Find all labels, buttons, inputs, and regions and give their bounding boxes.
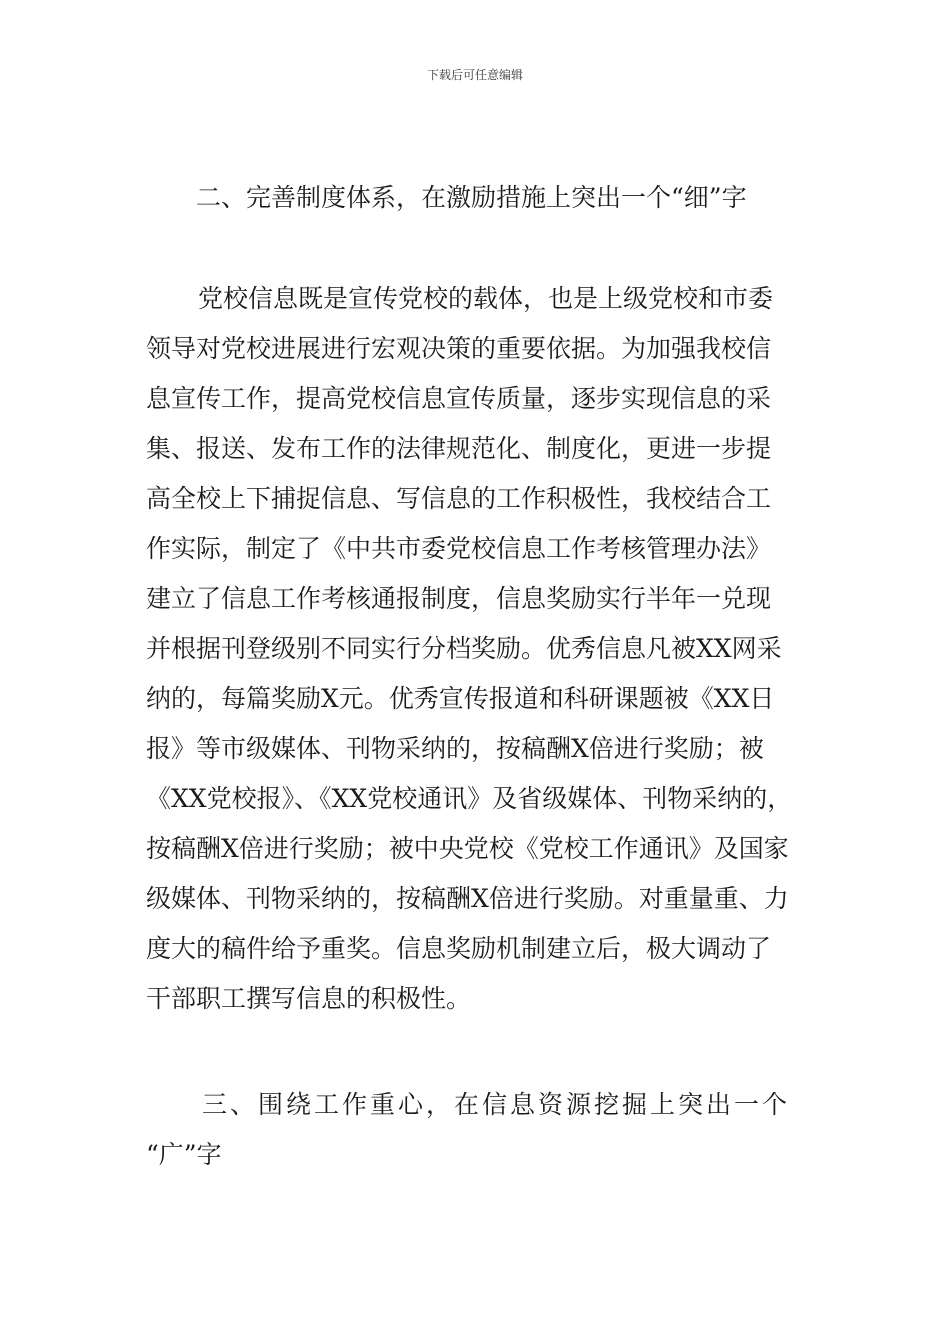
section-3-heading-line2: “广”字: [146, 1140, 222, 1169]
section-3-heading: [146, 1080, 806, 1180]
paragraph-line: 息宣传工作，提高党校信息宣传质量，逐步实现信息的采: [146, 384, 772, 413]
section-3-heading-line1: 三、围绕工作重心，在信息资源挖掘上突出一个: [202, 1090, 791, 1119]
paragraph-line: 度大的稿件给予重奖。信息奖励机制建立后，极大调动了: [146, 934, 772, 963]
paragraph-line: 报》等市级媒体、刊物采纳的，按稿酬X倍进行奖励；被: [146, 734, 764, 763]
paragraph-line: 干部职工撰写信息的积极性。: [146, 984, 472, 1013]
paragraph-line: 领导对党校进展进行宏观决策的重要依据。为加强我校信: [146, 334, 772, 363]
paragraph-line: 集、报送、发布工作的法律规范化、制度化，更进一步提: [146, 434, 772, 463]
paragraph-line: 纳的，每篇奖励X元。优秀宣传报道和科研课题被《XX日: [146, 684, 775, 713]
paragraph-line: 并根据刊登级别不同实行分档奖励。优秀信息凡被XX网采: [146, 634, 782, 663]
paragraph-line: 建立了信息工作考核通报制度，信息奖励实行半年一兑现: [146, 584, 772, 613]
paragraph-line: 作实际，制定了《中共市委党校信息工作考核管理办法》: [146, 534, 772, 563]
section-2-heading: 二、完善制度体系，在激励措施上突出一个“细”字: [196, 183, 747, 212]
page-header-note: 下载后可任意编辑: [426, 68, 523, 82]
paragraph-line: 高全校上下捕捉信息、写信息的工作积极性，我校结合工: [146, 484, 772, 513]
paragraph-line: 《XX党校报》、《XX党校通讯》及省级媒体、刊物采纳的，: [146, 784, 793, 813]
paragraph-line: 党校信息既是宣传党校的载体，也是上级党校和市委: [198, 284, 774, 313]
paragraph-line: 按稿酬X倍进行奖励；被中央党校《党校工作通讯》及国家: [146, 834, 789, 863]
paragraph-line: 级媒体、刊物采纳的，按稿酬X倍进行奖励。对重量重、力: [146, 884, 789, 913]
